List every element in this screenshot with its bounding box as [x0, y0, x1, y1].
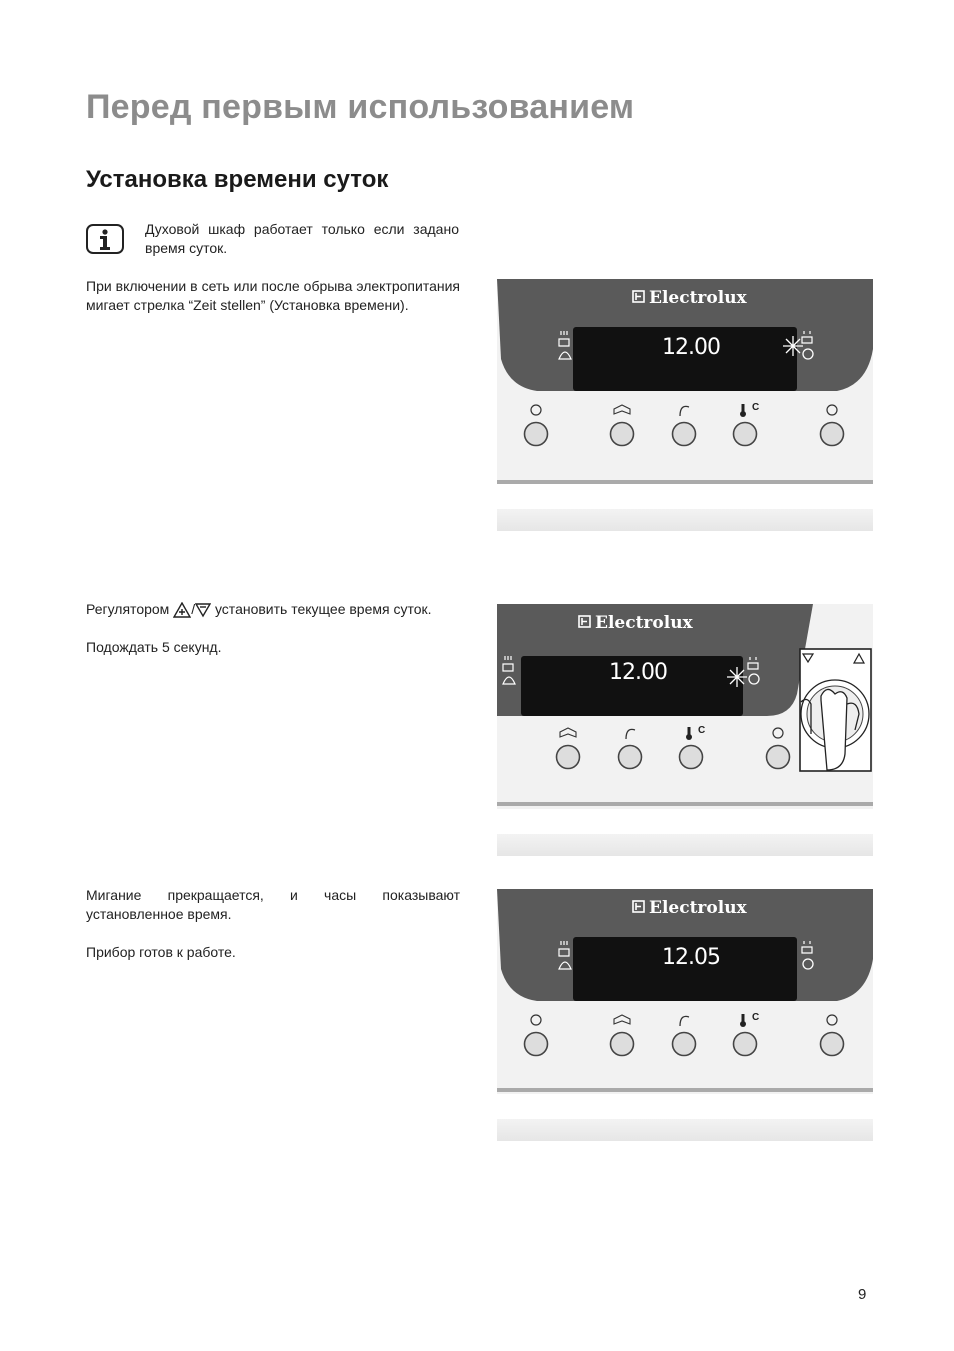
probe-button[interactable] — [673, 423, 696, 446]
info-icon — [86, 224, 124, 254]
degree-label: C — [698, 725, 706, 736]
flash-star-icon — [783, 336, 803, 356]
oven-panel-2 — [497, 604, 873, 859]
oven-panel-3 — [497, 889, 873, 1144]
degree-label: C — [752, 1012, 760, 1023]
page-title: Перед первым использованием — [86, 88, 635, 126]
temperature-button[interactable] — [680, 746, 703, 769]
brand-name: Electrolux — [649, 288, 747, 308]
plus-key-icon — [173, 602, 191, 618]
program-button[interactable] — [611, 423, 634, 446]
power-button[interactable] — [525, 1033, 548, 1056]
step2-prefix: Регулятором — [86, 601, 170, 617]
step3-ready: Прибор готов к работе. — [86, 944, 236, 960]
brand-name: Electrolux — [649, 898, 747, 918]
step3-text: Мигание прекращается, и часы показывают установленное время. — [86, 887, 460, 922]
program-button[interactable] — [557, 746, 580, 769]
display-time: 12.05 — [662, 945, 720, 970]
step2-wait: Подождать 5 секунд. — [86, 639, 222, 655]
display-time: 12.00 — [609, 660, 667, 685]
clock-button[interactable] — [767, 746, 790, 769]
temperature-button[interactable] — [734, 423, 757, 446]
display-time: 12.00 — [662, 335, 720, 360]
probe-button[interactable] — [673, 1033, 696, 1056]
electrolux-logo — [579, 613, 694, 633]
step2-suffix: установить текущее время суток. — [214, 601, 432, 617]
section-title: Установка времени суток — [86, 166, 389, 193]
info-note: Духовой шкаф работает только если задано время суток. — [145, 221, 459, 256]
temperature-button[interactable] — [734, 1033, 757, 1056]
electrolux-logo — [633, 288, 748, 308]
program-button[interactable] — [611, 1033, 634, 1056]
electrolux-logo — [633, 898, 748, 918]
brand-name: Electrolux — [595, 613, 693, 633]
step2-text — [86, 600, 460, 619]
flash-star-icon — [727, 667, 747, 687]
power-button[interactable] — [525, 423, 548, 446]
clock-button[interactable] — [821, 423, 844, 446]
clock-button[interactable] — [821, 1033, 844, 1056]
oven-panel-1 — [497, 279, 873, 534]
degree-label: C — [752, 402, 760, 413]
step2-separator: / — [191, 601, 196, 617]
probe-button[interactable] — [619, 746, 642, 769]
adjust-knob-inset[interactable] — [800, 649, 871, 771]
step1-text: При включении в сеть или после обрыва электропитания мигает стрелка “Zeit stellen” (Установка времени). — [86, 278, 460, 313]
minus-key-icon — [195, 602, 211, 618]
page-number: 9 — [858, 1286, 867, 1303]
